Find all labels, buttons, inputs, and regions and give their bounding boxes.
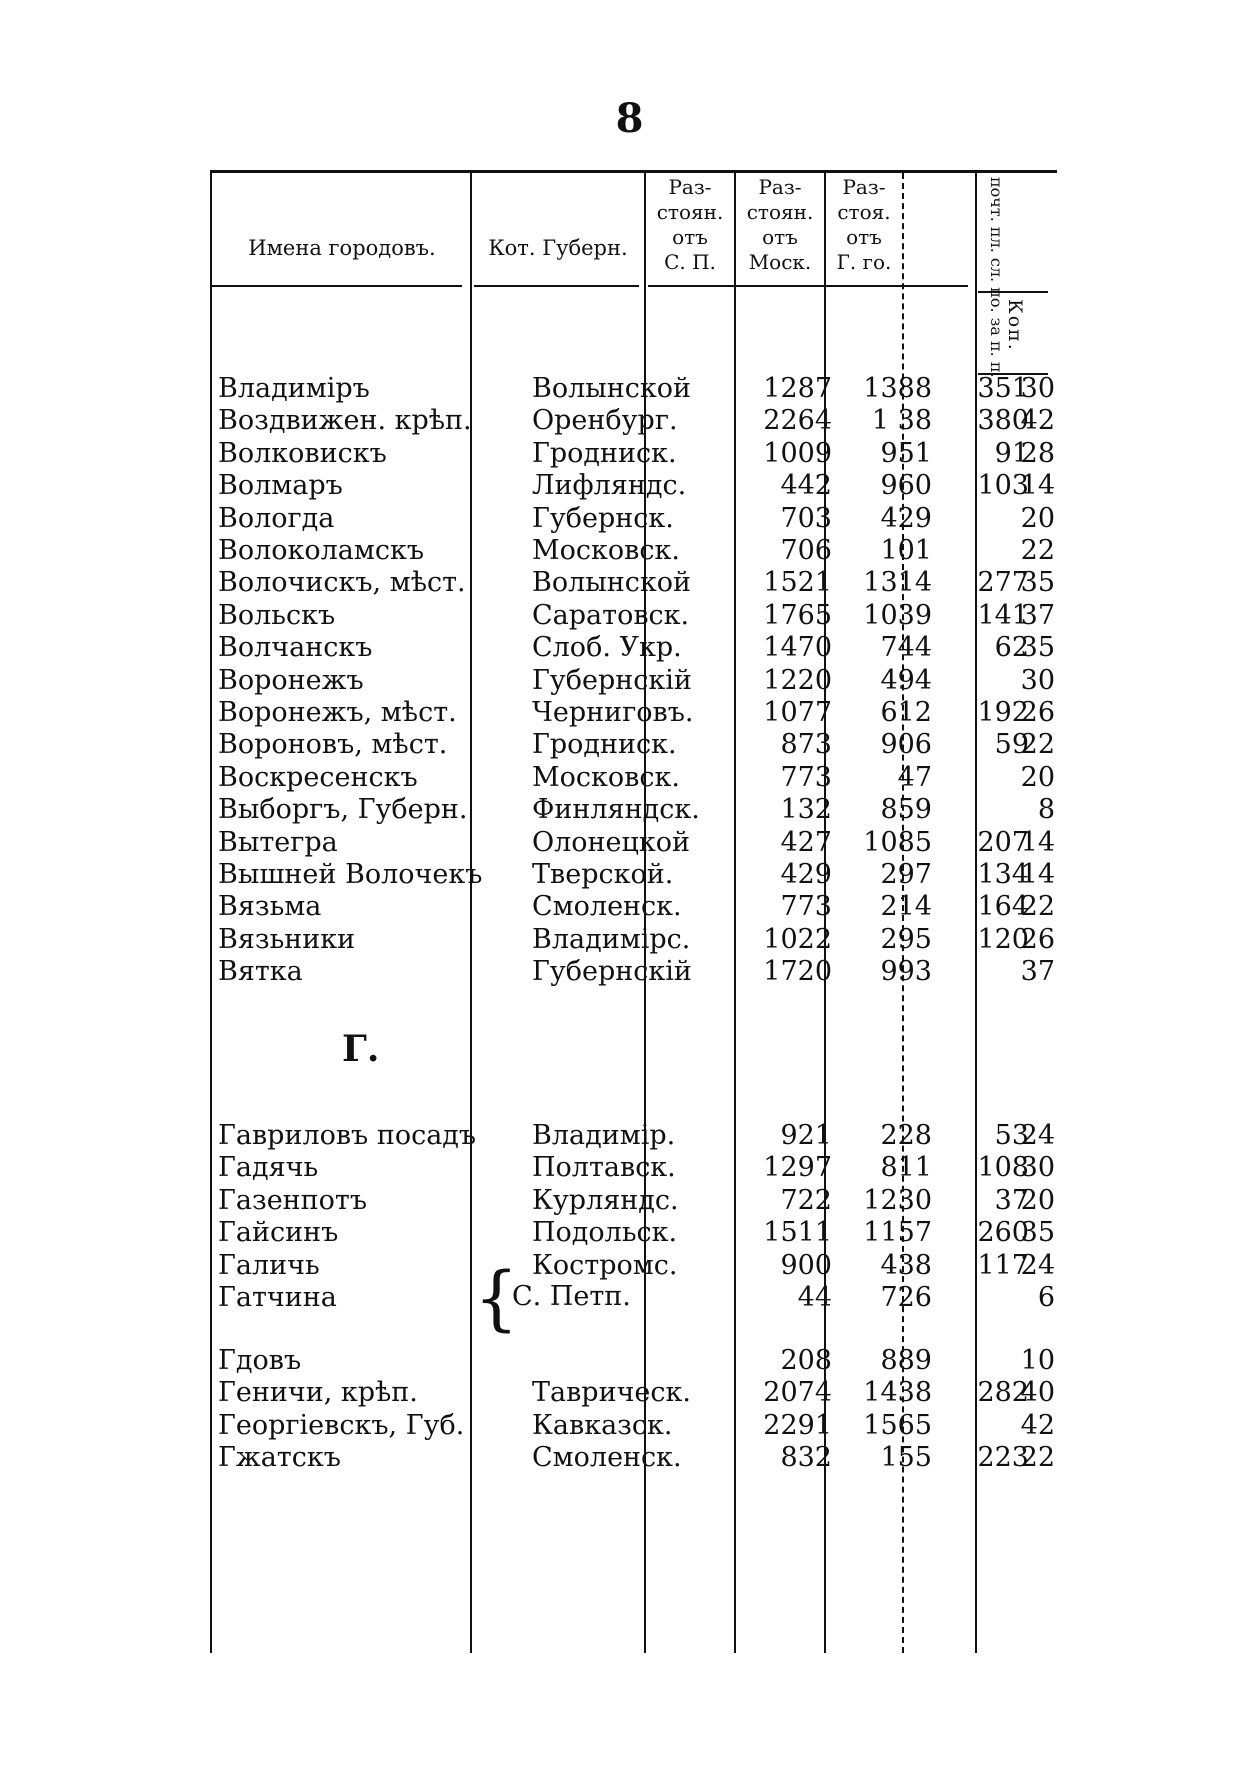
table-row (212, 1183, 1057, 1219)
header-kopecks: Коп. (1004, 299, 1026, 352)
governorate: Лифляндс. (532, 470, 687, 502)
distance-spb: 1470 (763, 632, 832, 664)
governorate: Черниговъ. (532, 697, 694, 728)
distance-spb: 722 (780, 1184, 832, 1216)
distance-moscow: 228 (880, 1120, 932, 1151)
city-name: Воздвижен. крѣп. (218, 405, 472, 437)
distance-moscow: 1314 (863, 567, 932, 599)
city-name: Вышней Волочекъ (218, 859, 483, 890)
postal-fee: 35 (1020, 567, 1055, 599)
distance-moscow: 429 (880, 502, 932, 534)
governorate: Московск. (532, 535, 680, 566)
distance-gov-town: 108 (977, 1152, 1029, 1184)
distance-moscow: 744 (880, 632, 932, 664)
distance-spb: 2074 (763, 1377, 832, 1409)
city-name: Газенпотъ (218, 1184, 368, 1216)
header-rule (648, 285, 968, 287)
distance-spb: 873 (780, 729, 832, 761)
postal-fee: 8 (1037, 794, 1055, 826)
distance-moscow: 1 38 (871, 405, 932, 437)
table-row (212, 1440, 1057, 1476)
distance-moscow: 494 (880, 664, 932, 696)
table-row (212, 630, 1057, 666)
distance-moscow: 214 (880, 891, 932, 923)
postal-fee: 26 (1020, 697, 1055, 728)
postal-fee: 22 (1020, 535, 1055, 566)
city-name: Галичь (218, 1249, 320, 1281)
distance-spb: 703 (780, 502, 832, 534)
table-row (212, 371, 1057, 407)
distance-spb: 1297 (763, 1152, 832, 1184)
postal-fee: 28 (1020, 437, 1055, 469)
section-letter: Г. (342, 1028, 380, 1070)
header-distance-moscow: Раз- стоян. отъ Моск. (746, 175, 814, 274)
governorate: Волынской (532, 567, 691, 599)
table-row (212, 857, 1057, 893)
distance-gov-town: 134 (977, 859, 1029, 890)
city-name: Вязьники (218, 923, 356, 955)
distance-gov-town: 120 (977, 923, 1029, 955)
distance-table (210, 170, 1057, 1653)
distance-spb: 2264 (763, 405, 832, 437)
distance-spb: 900 (780, 1249, 832, 1281)
distance-spb: 429 (780, 859, 832, 890)
distance-spb: 442 (780, 470, 832, 502)
city-name: Владиміръ (218, 373, 370, 404)
postal-fee: 30 (1020, 1152, 1055, 1184)
table-row (212, 1150, 1057, 1186)
governorate: Костромс. (532, 1249, 678, 1281)
distance-spb: 1009 (763, 437, 832, 469)
governorate: Смоленск. (532, 1442, 682, 1474)
distance-moscow: 889 (880, 1345, 932, 1376)
city-name: Воронежъ, мѣст. (218, 697, 457, 728)
distance-gov-town: 277 (977, 567, 1029, 599)
distance-gov-town: 164 (977, 891, 1029, 923)
distance-spb: 1765 (763, 599, 832, 631)
postal-fee: 26 (1020, 923, 1055, 955)
distance-moscow: 438 (880, 1249, 932, 1281)
distance-gov-town: 91 (994, 437, 1029, 469)
distance-moscow: 297 (880, 859, 932, 890)
table-row (212, 727, 1057, 763)
header-governorate: Кот. Губерн. (488, 236, 628, 260)
distance-gov-town: 103 (977, 470, 1029, 502)
header-city-names: Имена городовъ. (248, 236, 436, 260)
postal-fee: 14 (1020, 470, 1055, 502)
table-row (212, 889, 1057, 925)
header-rule (978, 291, 1048, 293)
distance-spb: 1077 (763, 697, 832, 728)
table-row (212, 1343, 1057, 1379)
distance-moscow: 906 (880, 729, 932, 761)
postal-fee: 20 (1020, 761, 1055, 793)
city-name: Вязьма (218, 891, 322, 923)
city-name: Вытегра (218, 826, 338, 858)
city-name: Вологда (218, 502, 335, 534)
governorate: Оренбург. (532, 405, 678, 437)
distance-moscow: 1085 (863, 826, 932, 858)
distance-gov-town: 117 (977, 1249, 1029, 1281)
table-row (212, 792, 1057, 828)
distance-gov-town: 59 (994, 729, 1029, 761)
distance-spb: 44 (797, 1282, 832, 1313)
city-name: Волочискъ, мѣст. (218, 567, 466, 599)
distance-moscow: 1388 (863, 373, 932, 404)
distance-spb: 773 (780, 891, 832, 923)
distance-gov-town: 351 (977, 373, 1029, 404)
city-name: Гдовъ (218, 1345, 302, 1376)
governorate: Гродниск. (532, 729, 677, 761)
table-row (212, 1118, 1057, 1154)
table-row (212, 922, 1057, 958)
distance-moscow: 1157 (863, 1217, 932, 1249)
city-name: Гавриловъ посадъ (218, 1120, 477, 1151)
governorate: Московск. (532, 761, 680, 793)
distance-moscow: 295 (880, 923, 932, 955)
city-name: Волковискъ (218, 437, 387, 469)
city-name: Геничи, крѣп. (218, 1377, 418, 1409)
city-name: Гайсинъ (218, 1217, 339, 1249)
distance-gov-town: 223 (977, 1442, 1029, 1474)
governorate: Волынской (532, 373, 691, 404)
distance-gov-town: 37 (994, 1184, 1029, 1216)
page-number: 8 (615, 95, 644, 142)
distance-spb: 1022 (763, 923, 832, 955)
postal-fee: 14 (1020, 859, 1055, 890)
table-row (212, 598, 1057, 634)
postal-fee: 42 (1020, 1409, 1055, 1441)
city-name: Георгіевскъ, Губ. (218, 1409, 465, 1441)
distance-moscow: 155 (880, 1442, 932, 1474)
header-rule (474, 285, 639, 287)
distance-spb: 1287 (763, 373, 832, 404)
distance-spb: 427 (780, 826, 832, 858)
governorate: Смоленск. (532, 891, 682, 923)
city-name: Волмаръ (218, 470, 343, 502)
distance-spb: 132 (780, 794, 832, 826)
governorate: Курляндс. (532, 1184, 679, 1216)
table-row (212, 533, 1057, 569)
postal-fee: 10 (1020, 1345, 1055, 1376)
table-row (212, 760, 1057, 796)
table-row (212, 436, 1057, 472)
postal-fee: 20 (1020, 1184, 1055, 1216)
distance-gov-town: 53 (994, 1120, 1029, 1151)
postal-fee: 30 (1020, 664, 1055, 696)
postal-fee: 24 (1020, 1249, 1055, 1281)
table-row (212, 501, 1057, 537)
city-name: Воскресенскъ (218, 761, 418, 793)
governorate: Подольск. (532, 1217, 678, 1249)
table-row (212, 468, 1057, 504)
header-distance-gov-town: Раз- стоя. отъ Г. го. (836, 175, 892, 274)
postal-fee: 22 (1020, 729, 1055, 761)
governorate: Полтавск. (532, 1152, 676, 1184)
distance-moscow: 612 (880, 697, 932, 728)
distance-gov-town: 192 (977, 697, 1029, 728)
governorate: Таврическ. (532, 1377, 691, 1409)
city-name: Волоколамскъ (218, 535, 425, 566)
table-row (212, 695, 1057, 731)
distance-moscow: 993 (880, 956, 932, 988)
distance-moscow: 726 (880, 1282, 932, 1313)
table-row (212, 1408, 1057, 1444)
distance-spb: 208 (780, 1345, 832, 1376)
table-row (212, 954, 1057, 990)
distance-moscow: 1039 (863, 599, 932, 631)
governorate: Кавказск. (532, 1409, 673, 1441)
governorate: Финляндск. (532, 794, 700, 826)
distance-moscow: 1438 (863, 1377, 932, 1409)
brace-governorate-label: С. Петп. (512, 1281, 631, 1312)
table-row (212, 1375, 1057, 1411)
distance-moscow: 811 (880, 1152, 932, 1184)
distance-spb: 773 (780, 761, 832, 793)
table-row (212, 403, 1057, 439)
distance-spb: 921 (780, 1120, 832, 1151)
distance-spb: 1521 (763, 567, 832, 599)
governorate: Губернскій (532, 664, 692, 696)
distance-spb: 706 (780, 535, 832, 566)
city-name: Вятка (218, 956, 303, 988)
postal-fee: 40 (1020, 1377, 1055, 1409)
postal-fee: 37 (1020, 599, 1055, 631)
table-row (212, 663, 1057, 699)
distance-gov-town: 141 (977, 599, 1029, 631)
distance-gov-town: 62 (994, 632, 1029, 664)
postal-fee: 20 (1020, 502, 1055, 534)
distance-moscow: 101 (880, 535, 932, 566)
governorate: Олонецкой (532, 826, 691, 858)
governorate: Губернскій (532, 956, 692, 988)
table-row (212, 1215, 1057, 1251)
governorate: Губернск. (532, 502, 674, 534)
header-postal-fee: почт. пл. сл. по. за п. п. (987, 177, 1006, 378)
header-rule (212, 285, 462, 287)
table-row (212, 1248, 1057, 1284)
distance-moscow: 47 (897, 761, 932, 793)
city-name: Гадячь (218, 1152, 319, 1184)
table-row (212, 1280, 1057, 1316)
postal-fee: 42 (1020, 405, 1055, 437)
city-name: Волчанскъ (218, 632, 373, 664)
distance-gov-town: 260 (977, 1217, 1029, 1249)
distance-gov-town: 282 (977, 1377, 1029, 1409)
distance-moscow: 859 (880, 794, 932, 826)
governorate: Владимірс. (532, 923, 691, 955)
city-name: Воронежъ (218, 664, 364, 696)
distance-moscow: 951 (880, 437, 932, 469)
city-name: Гатчина (218, 1282, 337, 1313)
postal-fee: 14 (1020, 826, 1055, 858)
city-name: Вольскъ (218, 599, 336, 631)
distance-spb: 1511 (763, 1217, 832, 1249)
postal-fee: 35 (1020, 632, 1055, 664)
postal-fee: 6 (1037, 1282, 1055, 1313)
postal-fee: 30 (1020, 373, 1055, 404)
city-name: Вороновъ, мѣст. (218, 729, 448, 761)
header-distance-spb: Раз- стоян. отъ С. П. (656, 175, 724, 274)
postal-fee: 37 (1020, 956, 1055, 988)
city-name: Гжатскъ (218, 1442, 341, 1474)
postal-fee: 24 (1020, 1120, 1055, 1151)
table-row (212, 825, 1057, 861)
table-row (212, 565, 1057, 601)
distance-spb: 2291 (763, 1409, 832, 1441)
governorate: Владимір. (532, 1120, 676, 1151)
governorate: Тверской. (532, 859, 674, 890)
distance-spb: 1720 (763, 956, 832, 988)
postal-fee: 22 (1020, 891, 1055, 923)
distance-moscow: 960 (880, 470, 932, 502)
distance-gov-town: 380 (977, 405, 1029, 437)
distance-spb: 1220 (763, 664, 832, 696)
postal-fee: 35 (1020, 1217, 1055, 1249)
governorate: Саратовск. (532, 599, 690, 631)
brace-mark: { (474, 1257, 519, 1339)
distance-moscow: 1230 (863, 1184, 932, 1216)
governorate: Гродниск. (532, 437, 677, 469)
governorate: Слоб. Укр. (532, 632, 682, 664)
postal-fee: 22 (1020, 1442, 1055, 1474)
distance-spb: 832 (780, 1442, 832, 1474)
distance-moscow: 1565 (863, 1409, 932, 1441)
distance-gov-town: 207 (977, 826, 1029, 858)
city-name: Выборгъ, Губерн. (218, 794, 468, 826)
